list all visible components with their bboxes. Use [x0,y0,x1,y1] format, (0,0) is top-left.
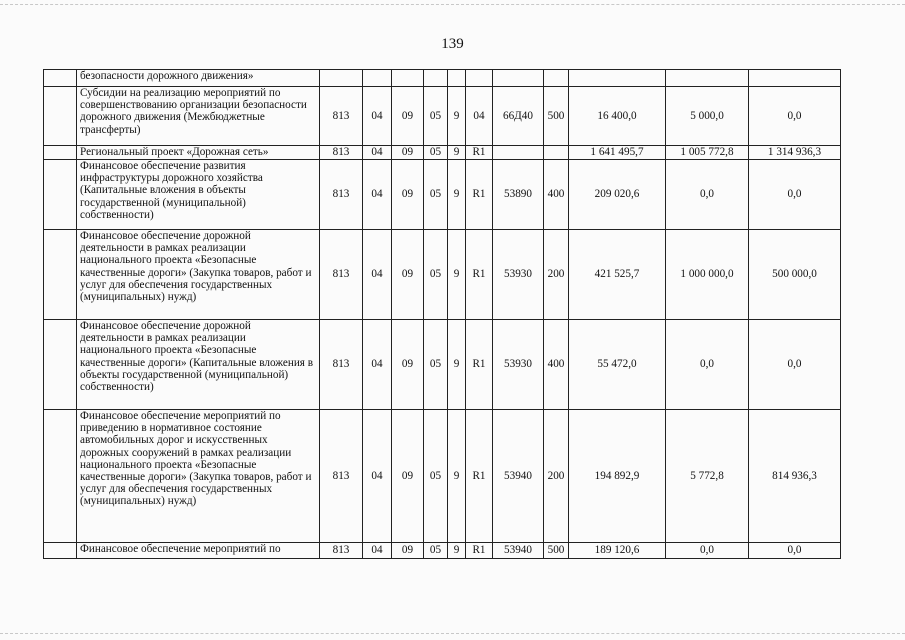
code-pr: 09 [392,320,424,410]
code-proj: 04 [466,87,493,146]
amount-2022: 1 000 000,0 [666,230,749,320]
code-proj: R1 [466,320,493,410]
code-dir: 53890 [493,160,544,230]
amount-2023 [749,70,841,87]
amount-2022: 0,0 [666,543,749,559]
row-description: Финансовое обеспечение дорожной деятельности в рамках реализации национального проекта «Безопасные качественные дороги» (Закупка товаров, работ и услуг для обеспечения государственных (муниципальных) нужд) [77,230,320,320]
code-vr: 200 [544,410,569,543]
code-sub: 9 [448,320,466,410]
code-gr: 813 [320,320,363,410]
table-row [44,230,841,320]
code-gr: 813 [320,146,363,160]
code-sub [448,70,466,87]
code-prog: 05 [424,160,448,230]
row-number-cell [44,70,77,87]
table-row [44,410,841,543]
amount-2021: 16 400,0 [569,87,666,146]
code-gr: 813 [320,230,363,320]
code-prog: 05 [424,543,448,559]
row-description: Региональный проект «Дорожная сеть» [77,146,320,160]
code-prog: 05 [424,410,448,543]
code-gr: 813 [320,410,363,543]
code-pr: 09 [392,543,424,559]
code-sub: 9 [448,160,466,230]
code-prog: 05 [424,146,448,160]
row-description: безопасности дорожного движения» [77,70,320,87]
code-sub: 9 [448,543,466,559]
code-proj: R1 [466,410,493,543]
code-proj [466,70,493,87]
row-number-cell [44,410,77,543]
code-dir: 53930 [493,320,544,410]
row-number-cell [44,146,77,160]
amount-2022: 0,0 [666,320,749,410]
amount-2023: 500 000,0 [749,230,841,320]
amount-2022: 5 000,0 [666,87,749,146]
code-proj: R1 [466,543,493,559]
code-proj: R1 [466,146,493,160]
code-vr [544,146,569,160]
code-vr: 400 [544,160,569,230]
code-dir [493,70,544,87]
code-gr: 813 [320,543,363,559]
row-number-cell [44,87,77,146]
table-row [44,146,841,160]
code-rz: 04 [363,146,392,160]
code-gr: 813 [320,87,363,146]
row-number-cell [44,160,77,230]
code-rz: 04 [363,320,392,410]
code-sub: 9 [448,410,466,543]
code-sub: 9 [448,230,466,320]
code-pr: 09 [392,87,424,146]
code-pr [392,70,424,87]
code-vr: 500 [544,87,569,146]
amount-2022: 0,0 [666,160,749,230]
code-proj: R1 [466,230,493,320]
table-row [44,70,841,87]
code-rz: 04 [363,543,392,559]
code-dir [493,146,544,160]
code-rz: 04 [363,410,392,543]
code-vr: 500 [544,543,569,559]
amount-2021: 194 892,9 [569,410,666,543]
code-rz [363,70,392,87]
scan-edge-top [0,4,905,5]
code-dir: 53940 [493,543,544,559]
code-proj: R1 [466,160,493,230]
amount-2021: 55 472,0 [569,320,666,410]
code-pr: 09 [392,146,424,160]
budget-table [43,69,841,559]
row-description: Финансовое обеспечение дорожной деятельности в рамках реализации национального проекта «Безопасные качественные дороги» (Капитальные вложения в объекты государственной (муниципальной) собственности) [77,320,320,410]
amount-2022 [666,70,749,87]
table-row [44,87,841,146]
scan-edge-bottom [0,633,905,634]
amount-2023: 0,0 [749,543,841,559]
amount-2021 [569,70,666,87]
page-number: 139 [441,36,464,52]
amount-2021: 189 120,6 [569,543,666,559]
amount-2021: 1 641 495,7 [569,146,666,160]
row-description: Субсидии на реализацию мероприятий по совершенствованию организации безопасности дорожного движения (Межбюджетные трансферты) [77,87,320,146]
amount-2021: 209 020,6 [569,160,666,230]
amount-2023: 814 936,3 [749,410,841,543]
table-row [44,320,841,410]
amount-2022: 1 005 772,8 [666,146,749,160]
row-description: Финансовое обеспечение мероприятий по [77,543,320,559]
amount-2022: 5 772,8 [666,410,749,543]
code-pr: 09 [392,160,424,230]
code-prog: 05 [424,87,448,146]
code-rz: 04 [363,87,392,146]
amount-2021: 421 525,7 [569,230,666,320]
amount-2023: 0,0 [749,87,841,146]
code-dir: 53930 [493,230,544,320]
table-row [44,543,841,559]
amount-2023: 0,0 [749,320,841,410]
row-number-cell [44,543,77,559]
code-sub: 9 [448,146,466,160]
code-dir: 66Д40 [493,87,544,146]
code-prog: 05 [424,320,448,410]
row-number-cell [44,230,77,320]
amount-2023: 1 314 936,3 [749,146,841,160]
code-pr: 09 [392,230,424,320]
code-vr [544,70,569,87]
amount-2023: 0,0 [749,160,841,230]
code-prog [424,70,448,87]
code-prog: 05 [424,230,448,320]
code-sub: 9 [448,87,466,146]
code-vr: 400 [544,320,569,410]
code-dir: 53940 [493,410,544,543]
code-rz: 04 [363,160,392,230]
table-body [44,70,841,559]
row-description: Финансовое обеспечение мероприятий по приведению в нормативное состояние автомобильных дорог и искусственных дорожных сооружений в рамках реализации национального проекта «Безопасные качественные дороги» (Закупка товаров, работ и услуг для обеспечения государственных (муниципальных) нужд) [77,410,320,543]
row-description: Финансовое обеспечение развития инфраструктуры дорожного хозяйства (Капитальные вложения в объекты государственной (муниципальной) собственности) [77,160,320,230]
code-pr: 09 [392,410,424,543]
table-row [44,160,841,230]
code-gr [320,70,363,87]
row-number-cell [44,320,77,410]
code-vr: 200 [544,230,569,320]
code-rz: 04 [363,230,392,320]
code-gr: 813 [320,160,363,230]
